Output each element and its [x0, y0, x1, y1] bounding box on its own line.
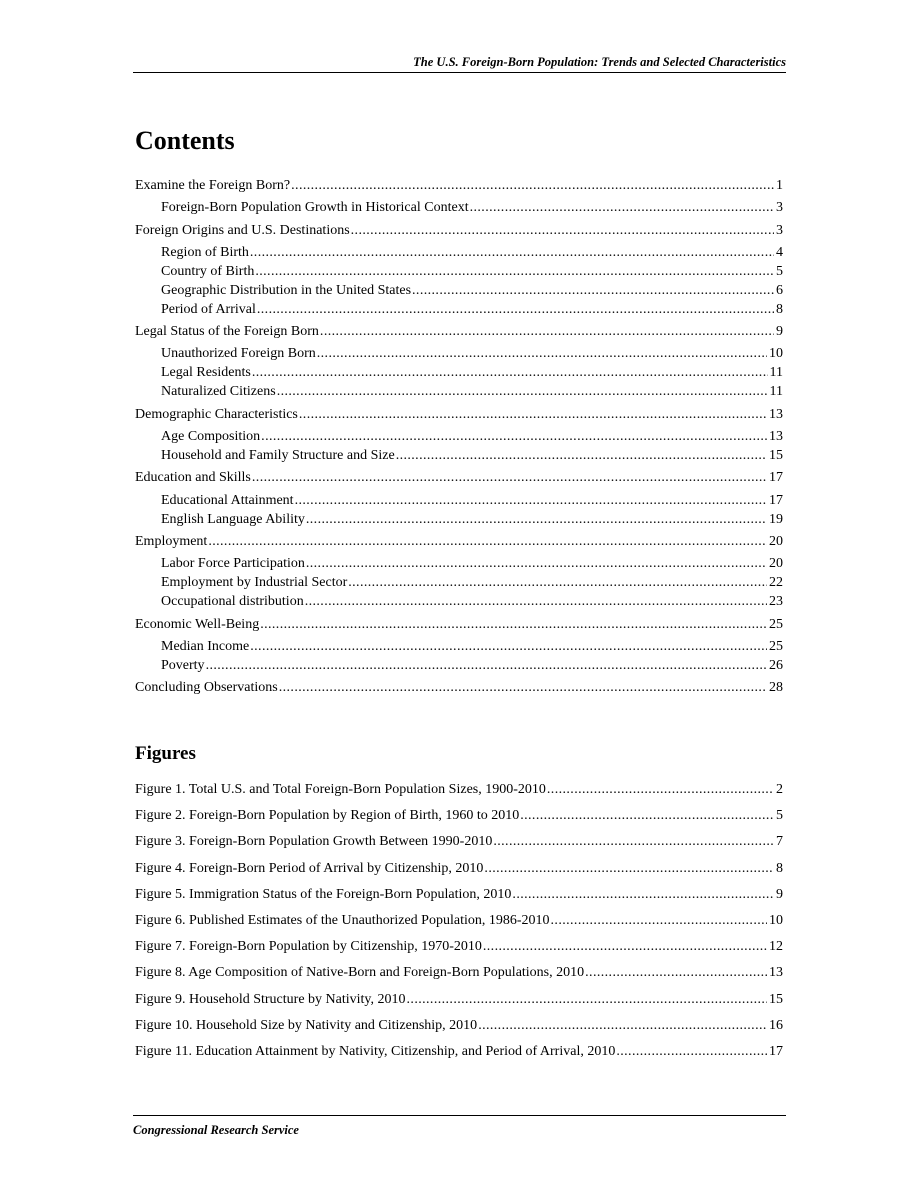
toc-section-entry[interactable] — [135, 405, 783, 424]
toc-subsection-entry[interactable] — [135, 592, 783, 611]
dot-leader — [206, 656, 767, 675]
entry-title: Figure 8. Age Composition of Native-Born and Foreign-Born Populations, 2010 — [135, 965, 585, 981]
entry-page-number: 3 — [776, 222, 783, 238]
toc-subsection-entry[interactable] — [135, 427, 783, 446]
running-header — [133, 54, 786, 73]
dot-leader — [547, 780, 774, 799]
dot-leader — [306, 554, 767, 573]
dot-leader — [551, 911, 767, 930]
figure-entry[interactable] — [135, 859, 783, 885]
figure-entry[interactable] — [135, 990, 783, 1016]
entry-title: Region of Birth — [161, 244, 249, 260]
entry-page-number: 25 — [769, 616, 783, 632]
entry-title: Country of Birth — [161, 263, 255, 279]
dot-leader — [277, 382, 768, 401]
dot-leader — [317, 344, 767, 363]
entry-title: English Language Ability — [161, 511, 305, 527]
figure-entry[interactable] — [135, 1042, 783, 1068]
dot-leader — [250, 243, 774, 262]
entry-page-number: 26 — [769, 657, 783, 673]
entry-title: Figure 10. Household Size by Nativity and Citizenship, 2010 — [135, 1017, 478, 1033]
dot-leader — [279, 678, 767, 697]
entry-title: Figure 2. Foreign-Born Population by Region of Birth, 1960 to 2010 — [135, 808, 520, 824]
running-footer — [133, 1115, 786, 1139]
dot-leader — [616, 1042, 767, 1061]
entry-page-number: 13 — [769, 429, 783, 445]
entry-title: Examine the Foreign Born? — [135, 178, 291, 193]
entry-page-number: 15 — [769, 448, 783, 464]
entry-page-number: 8 — [776, 860, 783, 876]
toc-subsection-entry[interactable] — [135, 573, 783, 592]
entry-page-number: 1 — [776, 178, 783, 193]
toc-subsection-entry[interactable] — [135, 281, 783, 300]
entry-page-number: 15 — [769, 991, 783, 1007]
figure-entry[interactable] — [135, 806, 783, 832]
toc-subsection-entry[interactable] — [135, 363, 783, 382]
entry-page-number: 23 — [769, 594, 783, 610]
figures-heading: Figures — [135, 743, 196, 764]
dot-leader — [295, 491, 767, 510]
dot-leader — [520, 806, 774, 825]
toc-section-entry[interactable] — [135, 221, 783, 240]
figures-list — [135, 780, 783, 1068]
entry-page-number: 10 — [769, 346, 783, 362]
dot-leader — [255, 262, 774, 281]
entry-title: Figure 4. Foreign-Born Period of Arrival by Citizenship, 2010 — [135, 860, 484, 876]
entry-title: Demographic Characteristics — [135, 406, 298, 422]
entry-title: Educational Attainment — [161, 492, 294, 508]
entry-title: Employment — [135, 533, 208, 549]
running-header-title: The U.S. Foreign-Born Population: Trends and Selected Characteristics — [413, 55, 786, 69]
dot-leader — [484, 859, 774, 878]
entry-title: Median Income — [161, 638, 250, 654]
toc-section-entry[interactable] — [135, 678, 783, 697]
entry-page-number: 22 — [769, 575, 783, 591]
entry-page-number: 5 — [776, 263, 783, 279]
toc-section-entry[interactable] — [135, 322, 783, 341]
entry-title: Foreign Origins and U.S. Destinations — [135, 222, 350, 238]
entry-page-number: 17 — [769, 1043, 783, 1059]
entry-page-number: 2 — [776, 782, 783, 797]
dot-leader — [478, 1016, 767, 1035]
dot-leader — [306, 510, 767, 529]
dot-leader — [208, 532, 767, 551]
entry-title: Figure 1. Total U.S. and Total Foreign-Born Population Sizes, 1900-2010 — [135, 782, 546, 797]
entry-page-number: 20 — [769, 556, 783, 572]
dot-leader — [396, 446, 767, 465]
entry-page-number: 5 — [776, 808, 783, 824]
entry-title: Employment by Industrial Sector — [161, 575, 348, 591]
entry-page-number: 16 — [769, 1017, 783, 1033]
dot-leader — [252, 363, 768, 382]
entry-page-number: 7 — [776, 834, 783, 850]
dot-leader — [512, 885, 774, 904]
dot-leader — [250, 637, 767, 656]
dot-leader — [351, 221, 774, 240]
entry-page-number: 4 — [776, 244, 783, 260]
entry-title: Poverty — [161, 657, 205, 673]
toc-subsection-entry[interactable] — [135, 300, 783, 319]
entry-page-number: 12 — [769, 939, 783, 955]
contents-list — [135, 176, 783, 697]
dot-leader — [252, 468, 767, 487]
entry-title: Legal Residents — [161, 365, 251, 381]
toc-subsection-entry[interactable] — [135, 491, 783, 510]
entry-page-number: 9 — [776, 886, 783, 902]
entry-page-number: 17 — [769, 492, 783, 508]
entry-page-number: 11 — [769, 365, 783, 381]
dot-leader — [470, 198, 774, 217]
entry-title: Age Composition — [161, 429, 261, 445]
entry-title: Unauthorized Foreign Born — [161, 346, 316, 362]
figure-entry[interactable] — [135, 780, 783, 806]
entry-page-number: 19 — [769, 511, 783, 527]
entry-title: Labor Force Participation — [161, 556, 305, 572]
toc-section-entry[interactable] — [135, 615, 783, 634]
entry-title: Figure 5. Immigration Status of the Foreign-Born Population, 2010 — [135, 886, 512, 902]
dot-leader — [407, 990, 767, 1009]
entry-title: Geographic Distribution in the United States — [161, 282, 412, 298]
toc-subsection-entry[interactable] — [135, 243, 783, 262]
entry-page-number: 13 — [769, 406, 783, 422]
entry-page-number: 28 — [769, 680, 783, 696]
toc-subsection-entry[interactable] — [135, 554, 783, 573]
dot-leader — [320, 322, 774, 341]
figure-entry[interactable] — [135, 911, 783, 937]
toc-section-entry[interactable] — [135, 176, 783, 195]
figure-entry[interactable] — [135, 1016, 783, 1042]
entry-title: Foreign-Born Population Growth in Historical Context — [161, 200, 469, 216]
entry-page-number: 25 — [769, 638, 783, 654]
entry-page-number: 6 — [776, 282, 783, 298]
toc-section-entry[interactable] — [135, 532, 783, 551]
toc-subsection-entry[interactable] — [135, 344, 783, 363]
figure-entry[interactable] — [135, 832, 783, 858]
dot-leader — [585, 963, 767, 982]
entry-page-number: 11 — [769, 384, 783, 400]
entry-title: Naturalized Citizens — [161, 384, 276, 400]
figure-entry[interactable] — [135, 963, 783, 989]
entry-title: Economic Well-Being — [135, 616, 260, 632]
toc-subsection-entry[interactable] — [135, 262, 783, 281]
dot-leader — [291, 176, 774, 195]
entry-title: Figure 3. Foreign-Born Population Growth Between 1990-2010 — [135, 834, 493, 850]
toc-subsection-entry[interactable] — [135, 510, 783, 529]
dot-leader — [261, 427, 767, 446]
entry-title: Figure 11. Education Attainment by Nativity, Citizenship, and Period of Arrival, 2010 — [135, 1043, 616, 1059]
entry-title: Figure 6. Published Estimates of the Unauthorized Population, 1986-2010 — [135, 912, 550, 928]
entry-title: Household and Family Structure and Size — [161, 448, 395, 464]
dot-leader — [260, 615, 767, 634]
entry-title: Figure 9. Household Structure by Nativity, 2010 — [135, 991, 406, 1007]
toc-subsection-entry[interactable] — [135, 637, 783, 656]
toc-subsection-entry[interactable] — [135, 198, 783, 217]
footer-organization: Congressional Research Service — [133, 1123, 299, 1137]
entry-title: Education and Skills — [135, 470, 251, 486]
toc-subsection-entry[interactable] — [135, 382, 783, 401]
entry-title: Period of Arrival — [161, 301, 256, 317]
entry-page-number: 9 — [776, 324, 783, 340]
entry-page-number: 3 — [776, 200, 783, 216]
entry-page-number: 8 — [776, 301, 783, 317]
toc-subsection-entry[interactable] — [135, 656, 783, 675]
entry-page-number: 13 — [769, 965, 783, 981]
entry-page-number: 10 — [769, 912, 783, 928]
entry-page-number: 20 — [769, 533, 783, 549]
dot-leader — [257, 300, 774, 319]
dot-leader — [412, 281, 774, 300]
dot-leader — [348, 573, 767, 592]
dot-leader — [305, 592, 767, 611]
entry-title: Occupational distribution — [161, 594, 304, 610]
entry-title: Figure 7. Foreign-Born Population by Citizenship, 1970-2010 — [135, 939, 482, 955]
dot-leader — [493, 832, 774, 851]
contents-heading: Contents — [135, 126, 235, 155]
entry-page-number: 17 — [769, 470, 783, 486]
toc-section-entry[interactable] — [135, 468, 783, 487]
figure-entry[interactable] — [135, 885, 783, 911]
entry-title: Concluding Observations — [135, 680, 278, 696]
toc-subsection-entry[interactable] — [135, 446, 783, 465]
dot-leader — [483, 937, 767, 956]
dot-leader — [299, 405, 767, 424]
entry-title: Legal Status of the Foreign Born — [135, 324, 319, 340]
figure-entry[interactable] — [135, 937, 783, 963]
